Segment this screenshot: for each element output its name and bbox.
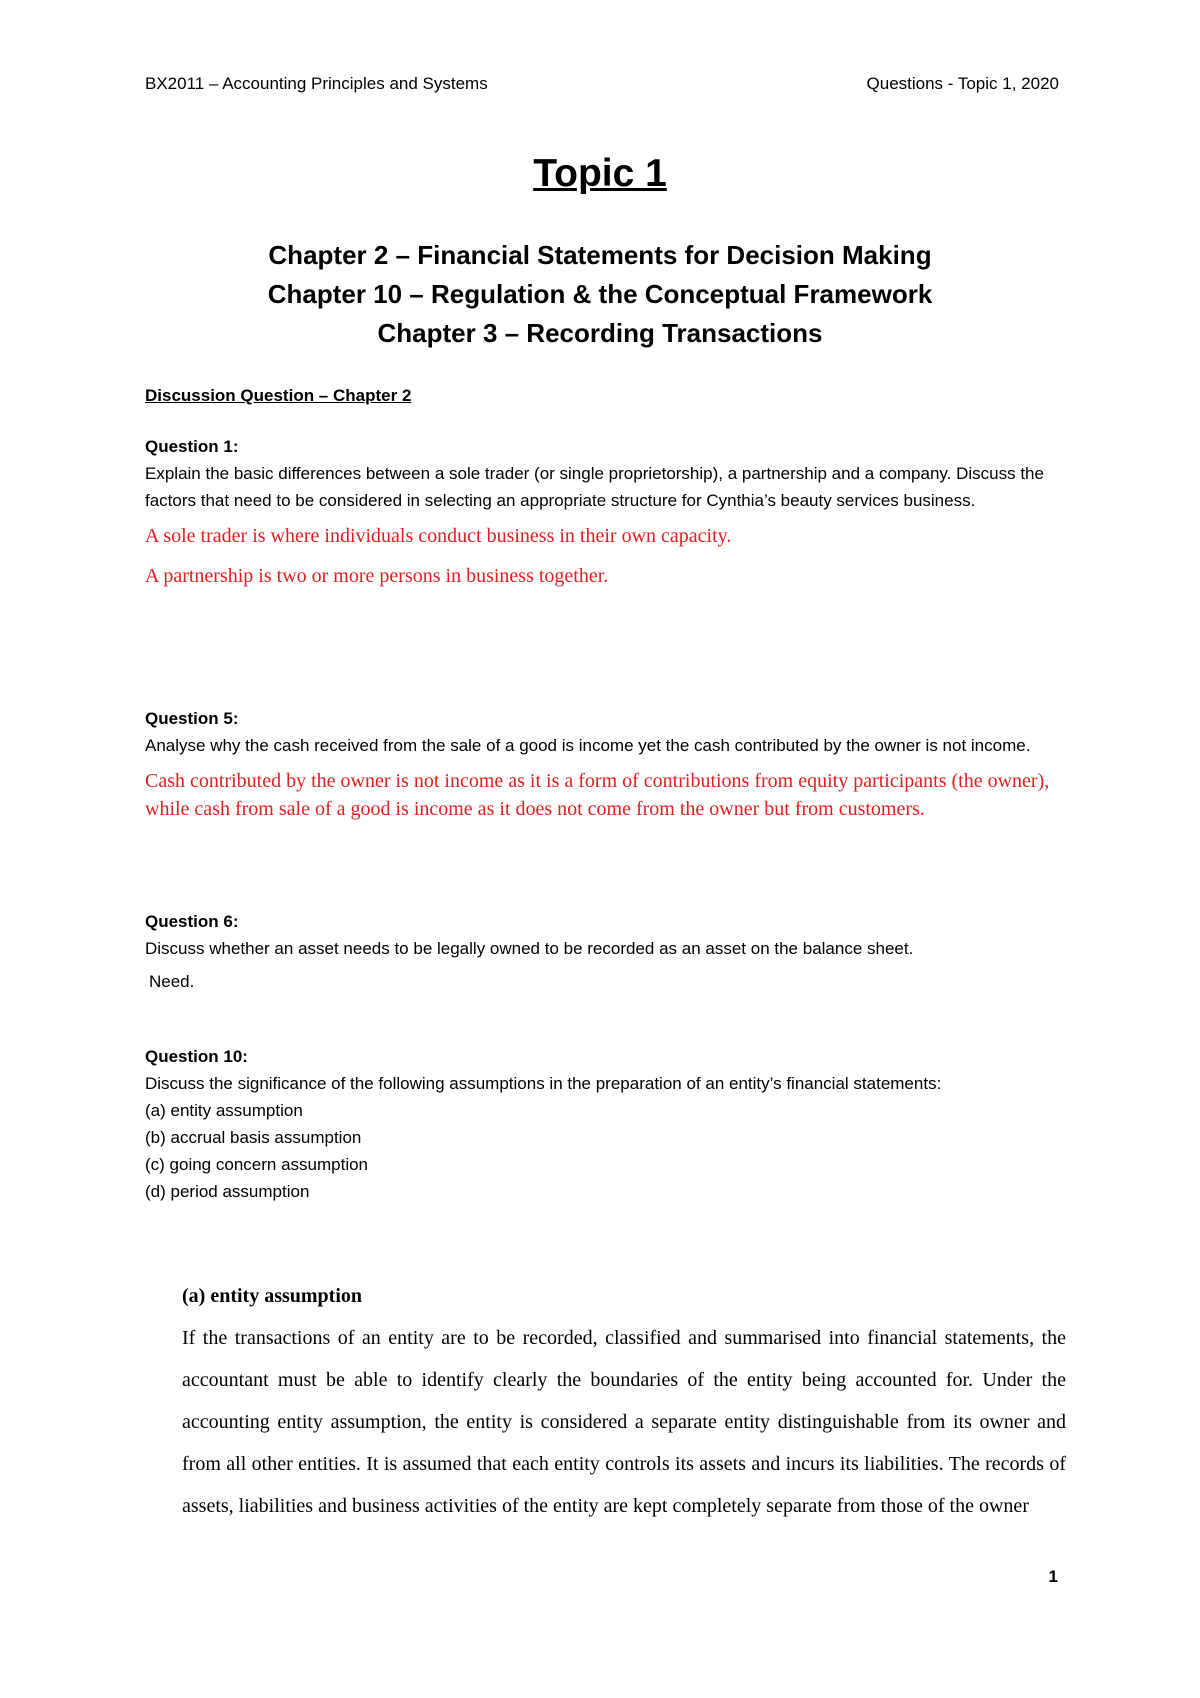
chapter-list — [0, 236, 1200, 353]
list-item: (d) period assumption — [145, 1182, 310, 1201]
answer-text: Need. — [149, 972, 195, 991]
question-text: Discuss whether an asset needs to be legally owned to be recorded as an asset on the balance sheet. — [145, 939, 914, 958]
question-text: Explain the basic differences between a sole trader (or single proprietorship), a partnership and a company. Discuss the factors that need to be considered in selecting an appropriate structure for Cynthia’s beauty services business. — [145, 464, 1044, 510]
question-5 — [145, 705, 1065, 823]
page-title: Topic 1 — [533, 152, 667, 195]
question-text: Analyse why the cash received from the sale of a good is income yet the cash contributed by the owner is not income. — [145, 736, 1031, 755]
answer-text: A partnership is two or more persons in business together. — [145, 565, 609, 587]
answer-heading: (a) entity assumption — [182, 1285, 363, 1307]
question-label: Question 5: — [145, 709, 239, 728]
answer-text: Cash contributed by the owner is not income as it is a form of contributions from equity participants (the owner), while cash from sale of a good is income as it does not come from the owner but from customers. — [145, 770, 1050, 820]
list-item: (b) accrual basis assumption — [145, 1128, 362, 1147]
header-topic-info: Questions - Topic 1, 2020 — [866, 74, 1059, 93]
section-heading: Discussion Question – Chapter 2 — [145, 386, 412, 405]
list-item: (c) going concern assumption — [145, 1155, 369, 1174]
answer-body: If the transactions of an entity are to be recorded, classified and summarised into financial statements, the accountant must be able to identify clearly the boundaries of the entity being accounted for. Under the accounting entity assumption, the entity is considered a separate entity distinguishable from its owner and from all other entities. It is assumed that each entity controls its assets and incurs its liabilities. The records of assets, liabilities and business activities of the entity are kept completely separate from those of the owner — [182, 1327, 1066, 1517]
chapter-heading: Chapter 3 – Recording Transactions — [377, 318, 823, 348]
assumption-list — [145, 1097, 1065, 1205]
question-6 — [145, 908, 1065, 995]
question-text: Discuss the significance of the following assumptions in the preparation of an entity’s financial statements: — [145, 1074, 942, 1093]
chapter-heading: Chapter 2 – Financial Statements for Decision Making — [268, 240, 932, 270]
question-label: Question 6: — [145, 912, 239, 931]
chapter-heading: Chapter 10 – Regulation & the Conceptual Framework — [267, 279, 933, 309]
list-item: (a) entity assumption — [145, 1101, 303, 1120]
answer-text: A sole trader is where individuals conduct business in their own capacity. — [145, 525, 732, 547]
question-label: Question 10: — [145, 1047, 248, 1066]
question-10 — [145, 1043, 1065, 1205]
question-label: Question 1: — [145, 437, 239, 456]
page-number: 1 — [1048, 1567, 1058, 1586]
header-course-title: BX2011 – Accounting Principles and Systems — [145, 74, 488, 93]
question-1 — [145, 433, 1065, 590]
